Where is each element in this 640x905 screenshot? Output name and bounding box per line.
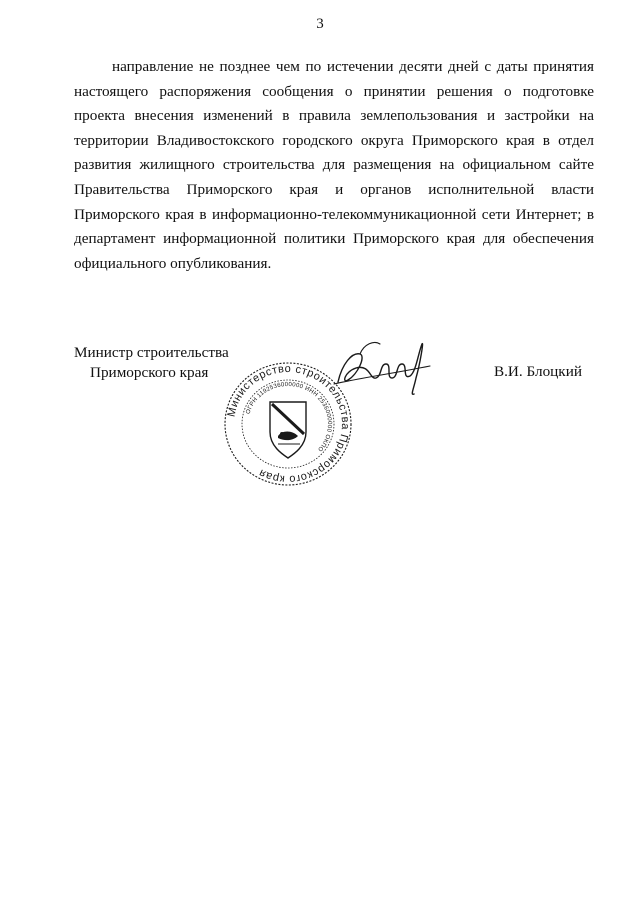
seal-outer-text: Министерство строительства Приморского края: [225, 362, 352, 486]
signatory-title-line1: Министр строительства: [74, 344, 229, 361]
signatory-title-line2: Приморского края: [90, 364, 209, 381]
page-number: 3: [316, 16, 324, 32]
body-paragraph: направление не позднее чем по истечении десяти дней с даты принятия настоящего распоряжения сообщения о принятии решения о подготовке проекта внесения изменений в правила землепользования и застройки на территории Владивостокского городского округа Приморского края в отдел развития жилищного строительства для размещения на официальном сайте Правительства Приморского края и органов исполнительной власти Приморского края в информационно-телекоммуникационной сети Интернет; в департамент информационной политики Приморского края для обеспечения официального опубликования.: [74, 58, 594, 272]
official-seal: [222, 360, 354, 488]
seal-inner-text: ОГРН 1192536000000 ИНН 2536000000 ОКПО: [245, 381, 333, 453]
coat-of-arms-icon: [270, 402, 306, 458]
signatory-title: [74, 343, 229, 383]
signatory-name: В.И. Блоцкий: [494, 363, 582, 380]
